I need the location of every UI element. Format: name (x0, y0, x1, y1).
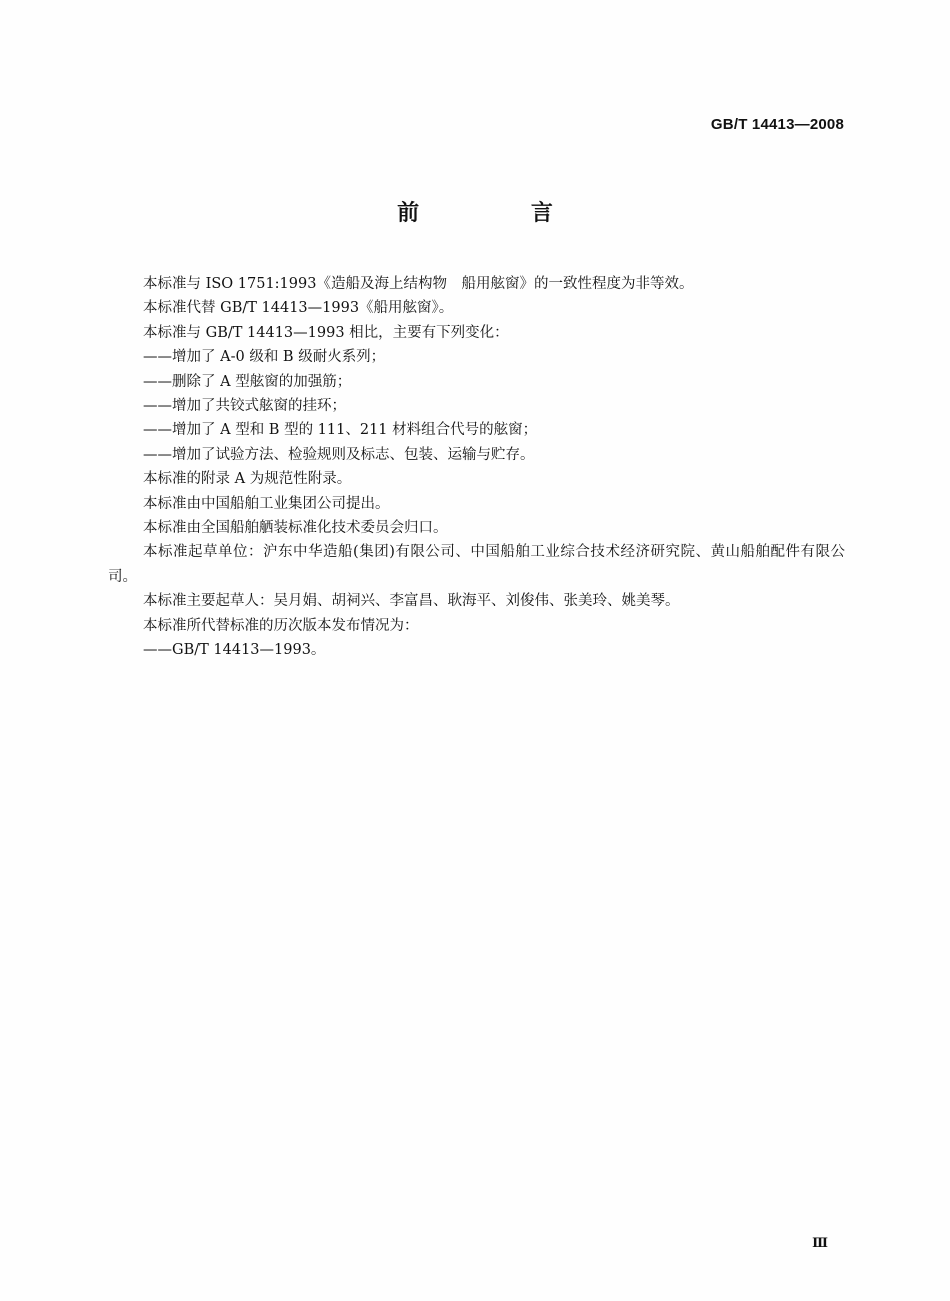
paragraph-consistency: 本标准与 ISO 1751:1993《造船及海上结构物 船用舷窗》的一致性程度为非等效。 (143, 276, 694, 292)
paragraph-appendix: 本标准的附录 A 为规范性附录。 (143, 471, 352, 488)
paragraph-replaces: 本标准代替 GB/T 14413—1993《船用舷窗》。 (143, 300, 454, 317)
standard-code: GB/T 14413—2008 (710, 116, 844, 133)
paragraph-administered-by: 本标准由全国船舶舾装标准化技术委员会归口。 (143, 520, 448, 537)
change-item-material-code: ——增加了 A 型和 B 型的 111、211 材料组合代号的舷窗； (143, 422, 538, 439)
history-item: ——GB/T 14413—1993。 (143, 642, 326, 659)
paragraph-history-intro: 本标准所代替标准的历次版本发布情况为： (143, 617, 419, 634)
page-title: 前 言 (397, 201, 605, 226)
paragraph-drafters: 本标准主要起草人：吴月娟、胡祠兴、李富昌、耿海平、刘俊伟、张美玲、姚美琴。 (143, 593, 680, 610)
paragraph-changes-intro: 本标准与 GB/T 14413—1993 相比，主要有下列变化： (143, 324, 509, 341)
change-item-test-methods: ——增加了试验方法、检验规则及标志、包装、运输与贮存。 (143, 446, 535, 463)
change-item-removed-stiffener: ——删除了 A 型舷窗的加强筋； (143, 373, 352, 390)
page-number: Ⅲ (812, 1236, 828, 1251)
change-item-hinge-ring: ——增加了共铰式舷窗的挂环； (143, 398, 346, 415)
paragraph-proposed-by: 本标准由中国船舶工业集团公司提出。 (143, 495, 390, 512)
change-item-fire-resistance: ——增加了 A-0 级和 B 级耐火系列； (143, 349, 386, 366)
paragraph-drafting-units: 本标准起草单位：沪东中华造船(集团)有限公司、中国船舶工业综合技术经济研究院、黄山船舶配件有限公司。 (108, 544, 845, 585)
foreword-body (108, 272, 845, 663)
